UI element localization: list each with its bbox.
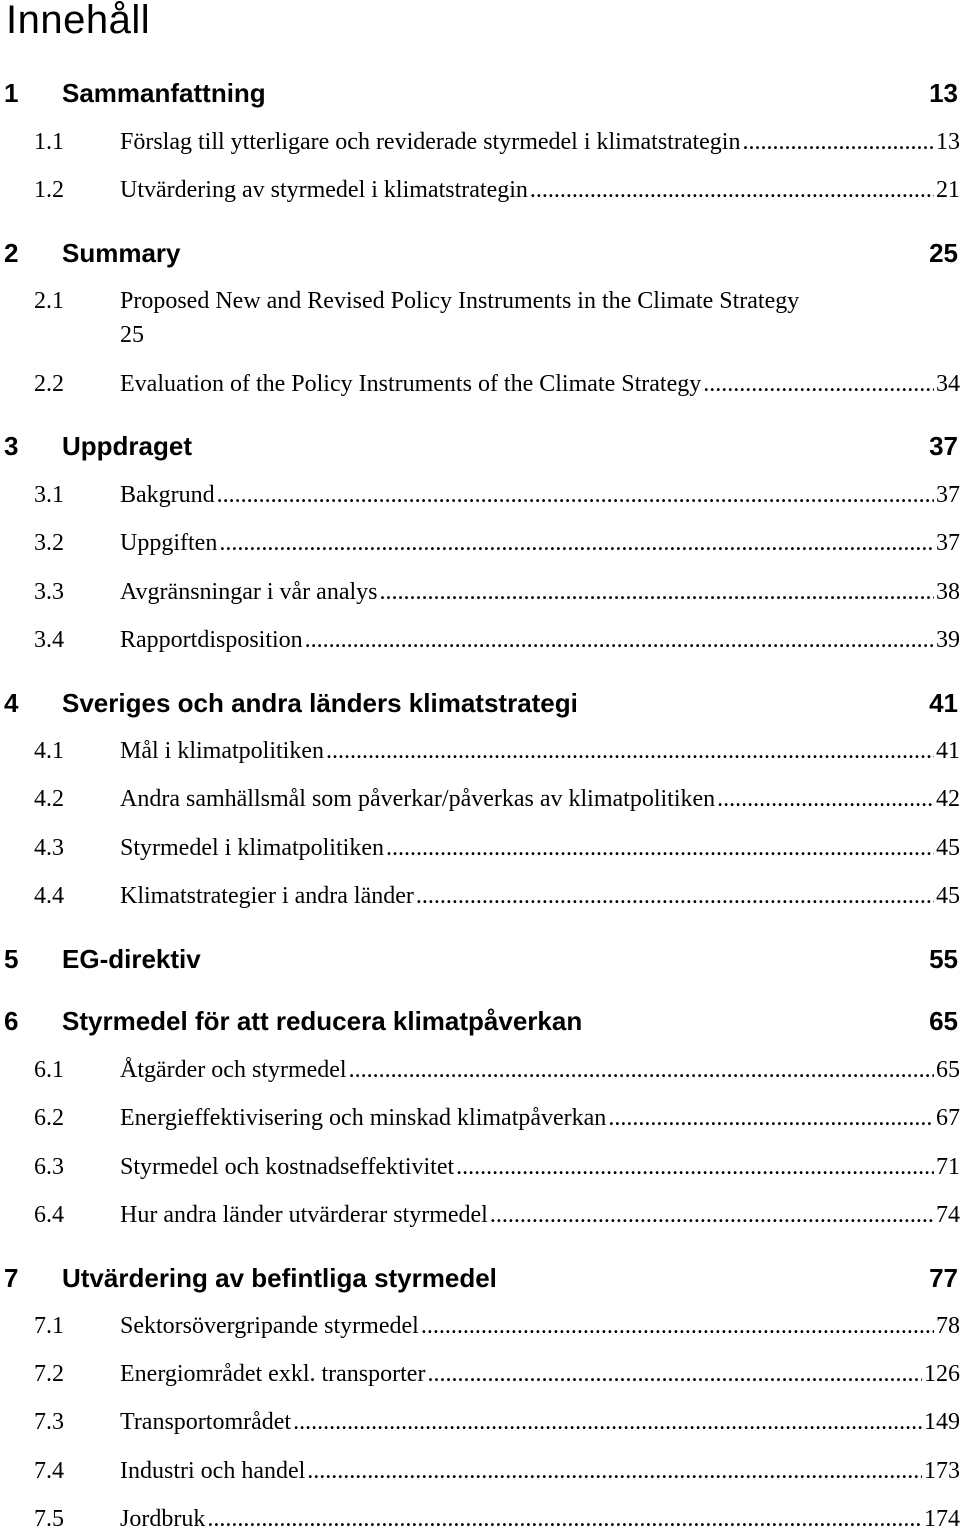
toc-section-4-1[interactable] bbox=[34, 733, 960, 769]
section-title: Utvärdering av styrmedel i klimatstrategin bbox=[120, 177, 528, 203]
section-title: Jordbruk bbox=[120, 1506, 206, 1532]
chapter-number: 4 bbox=[4, 687, 19, 718]
toc-section-1-2[interactable] bbox=[34, 172, 960, 208]
section-page-number: 13 bbox=[936, 129, 960, 155]
section-page-number: 174 bbox=[924, 1506, 960, 1532]
toc-section-2-1[interactable] bbox=[34, 284, 960, 352]
toc-section-3-2[interactable] bbox=[34, 525, 960, 561]
dot-leader bbox=[703, 366, 934, 402]
dot-leader bbox=[326, 733, 934, 769]
toc-section-7-2[interactable] bbox=[34, 1356, 960, 1392]
section-title: Klimatstrategier i andra länder bbox=[120, 883, 414, 909]
chapter-number: 2 bbox=[4, 237, 19, 268]
toc-section-4-4[interactable] bbox=[34, 878, 960, 914]
section-page-number: 173 bbox=[924, 1458, 960, 1484]
toc-section-3-4[interactable] bbox=[34, 622, 960, 658]
dot-leader bbox=[379, 574, 934, 610]
dot-leader bbox=[742, 124, 934, 160]
section-title: Sektorsövergripande styrmedel bbox=[120, 1313, 419, 1339]
dot-leader bbox=[386, 830, 934, 866]
section-number: 6.2 bbox=[34, 1105, 64, 1131]
toc-section-2-2[interactable] bbox=[34, 366, 960, 402]
section-title: Förslag till ytterligare och reviderade styrmedel i klimatstrategin bbox=[120, 129, 741, 155]
section-number: 4.3 bbox=[34, 835, 64, 861]
section-number: 7.4 bbox=[34, 1458, 64, 1484]
chapter-number: 6 bbox=[4, 1005, 19, 1036]
section-number: 7.5 bbox=[34, 1506, 64, 1532]
chapter-title: Uppdraget bbox=[62, 430, 192, 461]
chapter-title: Styrmedel för att reducera klimatpåverkan bbox=[62, 1005, 583, 1036]
section-title: Andra samhällsmål som påverkar/påverkas av klimatpolitiken bbox=[120, 786, 716, 812]
section-number: 3.1 bbox=[34, 482, 64, 508]
section-page-number: 34 bbox=[936, 371, 960, 397]
section-title: Evaluation of the Policy Instruments of the Climate Strategy bbox=[120, 371, 702, 397]
toc-section-7-4[interactable] bbox=[34, 1453, 960, 1489]
section-page-number: 21 bbox=[936, 177, 960, 203]
toc-section-3-1[interactable] bbox=[34, 477, 960, 513]
section-title: Proposed New and Revised Policy Instruments in the Climate Strategy bbox=[120, 288, 800, 314]
section-page-number: 45 bbox=[936, 883, 960, 909]
toc-chapter-5[interactable] bbox=[4, 939, 958, 979]
toc-section-6-3[interactable] bbox=[34, 1149, 960, 1185]
toc-section-6-2[interactable] bbox=[34, 1100, 960, 1136]
chapter-page-number: 13 bbox=[929, 77, 958, 108]
chapter-title: Utvärdering av befintliga styrmedel bbox=[62, 1262, 497, 1293]
dot-leader bbox=[217, 477, 934, 513]
chapter-page-number: 65 bbox=[929, 1005, 958, 1036]
section-number: 1.2 bbox=[34, 177, 64, 203]
section-page-number: 149 bbox=[924, 1409, 960, 1435]
toc-section-6-4[interactable] bbox=[34, 1197, 960, 1233]
toc-section-7-3[interactable] bbox=[34, 1404, 960, 1440]
dot-leader bbox=[530, 172, 934, 208]
dot-leader bbox=[456, 1149, 934, 1185]
toc-chapter-3[interactable] bbox=[4, 426, 958, 466]
section-title: Rapportdisposition bbox=[120, 627, 303, 653]
chapter-number: 3 bbox=[4, 430, 19, 461]
section-number: 7.1 bbox=[34, 1313, 64, 1339]
section-title: Styrmedel och kostnadseffektivitet bbox=[120, 1154, 455, 1180]
chapter-number: 7 bbox=[4, 1262, 19, 1293]
chapter-page-number: 37 bbox=[929, 430, 958, 461]
dot-leader bbox=[207, 1501, 922, 1537]
chapter-title: Sveriges och andra länders klimatstrategi bbox=[62, 687, 578, 718]
section-title: Avgränsningar i vår analys bbox=[120, 579, 378, 605]
page-title: Innehåll bbox=[6, 0, 151, 42]
section-number: 2.1 bbox=[34, 288, 64, 314]
dot-leader bbox=[305, 622, 934, 658]
section-page-number: 37 bbox=[936, 482, 960, 508]
dot-leader bbox=[307, 1453, 922, 1489]
dot-leader bbox=[349, 1052, 934, 1088]
section-page-number: 65 bbox=[936, 1057, 960, 1083]
section-number: 7.2 bbox=[34, 1361, 64, 1387]
section-title: Åtgärder och styrmedel bbox=[120, 1057, 347, 1083]
section-number: 4.4 bbox=[34, 883, 64, 909]
section-page-number: 25 bbox=[120, 322, 144, 348]
toc-chapter-7[interactable] bbox=[4, 1258, 958, 1298]
toc-section-4-2[interactable] bbox=[34, 781, 960, 817]
chapter-page-number: 55 bbox=[929, 943, 958, 974]
section-number: 2.2 bbox=[34, 371, 64, 397]
toc-section-7-1[interactable] bbox=[34, 1308, 960, 1344]
dot-leader bbox=[608, 1100, 934, 1136]
chapter-title: Sammanfattning bbox=[62, 77, 266, 108]
section-title: Energiområdet exkl. transporter bbox=[120, 1361, 426, 1387]
section-number: 6.4 bbox=[34, 1202, 64, 1228]
toc-section-7-5[interactable] bbox=[34, 1501, 960, 1537]
toc-chapter-2[interactable] bbox=[4, 233, 958, 273]
dot-leader bbox=[421, 1308, 934, 1344]
dot-leader bbox=[293, 1404, 922, 1440]
toc-chapter-4[interactable] bbox=[4, 683, 958, 723]
section-page-number: 45 bbox=[936, 835, 960, 861]
section-page-number: 126 bbox=[924, 1361, 960, 1387]
section-title: Uppgiften bbox=[120, 530, 218, 556]
section-page-number: 74 bbox=[936, 1202, 960, 1228]
chapter-number: 5 bbox=[4, 943, 19, 974]
section-page-number: 39 bbox=[936, 627, 960, 653]
section-page-number: 78 bbox=[936, 1313, 960, 1339]
section-title: Mål i klimatpolitiken bbox=[120, 738, 324, 764]
section-title: Styrmedel i klimatpolitiken bbox=[120, 835, 384, 861]
section-page-number: 42 bbox=[936, 786, 960, 812]
section-title: Bakgrund bbox=[120, 482, 215, 508]
section-title: Hur andra länder utvärderar styrmedel bbox=[120, 1202, 488, 1228]
chapter-title: EG-direktiv bbox=[62, 943, 201, 974]
section-number: 4.2 bbox=[34, 786, 64, 812]
section-page-number: 38 bbox=[936, 579, 960, 605]
dot-leader bbox=[490, 1197, 934, 1233]
chapter-page-number: 77 bbox=[929, 1262, 958, 1293]
toc-section-4-3[interactable] bbox=[34, 830, 960, 866]
section-number: 4.1 bbox=[34, 738, 64, 764]
chapter-page-number: 41 bbox=[929, 687, 958, 718]
section-page-number: 71 bbox=[936, 1154, 960, 1180]
section-page-number: 41 bbox=[936, 738, 960, 764]
section-number: 1.1 bbox=[34, 129, 64, 155]
toc-section-1-1[interactable] bbox=[34, 124, 960, 160]
toc-section-6-1[interactable] bbox=[34, 1052, 960, 1088]
chapter-number: 1 bbox=[4, 77, 19, 108]
section-number: 3.2 bbox=[34, 530, 64, 556]
section-number: 3.3 bbox=[34, 579, 64, 605]
section-number: 3.4 bbox=[34, 627, 64, 653]
section-title: Energieffektivisering och minskad klimatpåverkan bbox=[120, 1105, 607, 1131]
dot-leader bbox=[427, 1356, 922, 1392]
dot-leader bbox=[219, 525, 934, 561]
chapter-page-number: 25 bbox=[929, 237, 958, 268]
section-page-number: 37 bbox=[936, 530, 960, 556]
dot-leader bbox=[717, 781, 934, 817]
chapter-title: Summary bbox=[62, 237, 181, 268]
toc-chapter-6[interactable] bbox=[4, 1001, 958, 1041]
dot-leader bbox=[416, 878, 934, 914]
toc-chapter-1[interactable] bbox=[4, 73, 958, 113]
section-page-number: 67 bbox=[936, 1105, 960, 1131]
section-number: 6.3 bbox=[34, 1154, 64, 1180]
toc-section-3-3[interactable] bbox=[34, 574, 960, 610]
section-number: 6.1 bbox=[34, 1057, 64, 1083]
section-title: Transportområdet bbox=[120, 1409, 292, 1435]
section-number: 7.3 bbox=[34, 1409, 64, 1435]
section-title: Industri och handel bbox=[120, 1458, 306, 1484]
